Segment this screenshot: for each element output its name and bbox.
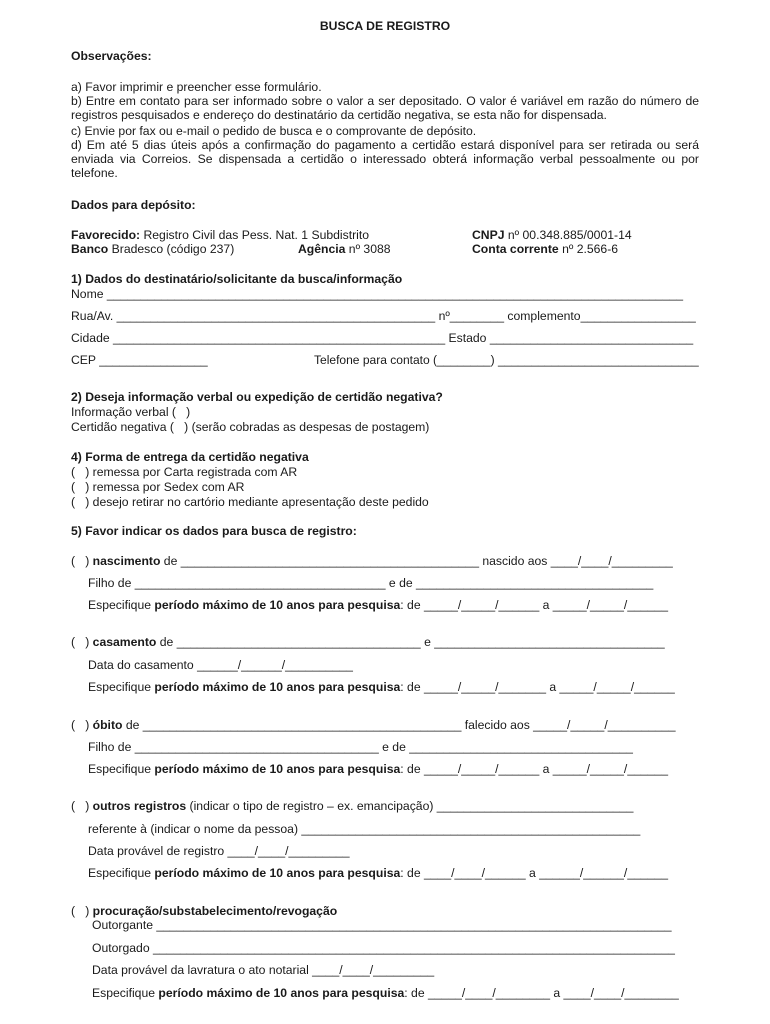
bank-value: Bradesco (código 237) — [108, 242, 235, 256]
period-dates[interactable]: : de _____/____/________ a ____/____/________ — [404, 986, 679, 1000]
outros-date-field[interactable]: Data provável de registro ____/____/_________ — [88, 844, 350, 858]
agency-value: nº 3088 — [345, 242, 391, 256]
account-line — [472, 242, 618, 256]
observation-d: d) Em até 5 dias úteis após a confirmação do pagamento a certidão estará disponível para ser retirada ou será enviada via Correios. Se dispensada a certidão o interessado obterá informação verbal pessoalmente ou por telefone. — [71, 138, 699, 180]
observation-b: b) Entre em contato para ser informado sobre o valor a ser depositado. O valor é variável em razão do número de registros pesquisados e endereço do destinatário da certidão negativa, se esta não for dispensada. — [71, 94, 699, 122]
period-text: período máximo de 10 anos para pesquisa — [154, 866, 401, 880]
section-5-heading: 5) Favor indicar os dados para busca de registro: — [71, 524, 357, 538]
rua-field[interactable]: Rua/Av. _______________________________________________ nº________ complemento_________________ — [71, 309, 696, 323]
period-dates[interactable]: : de _____/_____/_______ a _____/_____/______ — [400, 680, 675, 694]
verbal-info-option[interactable]: Informação verbal ( ) — [71, 405, 191, 419]
obito-period-line[interactable] — [88, 762, 668, 776]
cnpj-value: nº 00.348.885/0001-14 — [504, 228, 632, 242]
delivery-carta-option[interactable]: ( ) remessa por Carta registrada com AR — [71, 465, 298, 479]
outros-period-line[interactable] — [88, 866, 668, 880]
favorecido-line — [71, 228, 369, 242]
agency-line — [298, 242, 391, 256]
bank-line — [71, 242, 234, 256]
outorgado-field[interactable]: Outorgado _____________________________________________________________________________ — [92, 941, 675, 955]
nascimento-line[interactable] — [71, 554, 673, 568]
outorgante-field[interactable]: Outorgante ____________________________________________________________________________ — [92, 918, 672, 932]
account-label: Conta corrente — [472, 242, 559, 256]
bank-label: Banco — [71, 242, 109, 256]
negative-cert-option[interactable]: Certidão negativa ( ) (serão cobradas as despesas de postagem) — [71, 420, 430, 434]
nome-field[interactable]: Nome _____________________________________________________________________________________ — [71, 287, 684, 301]
obito-fields[interactable]: de _______________________________________________ falecido aos _____/_____/__________ — [122, 718, 676, 732]
casamento-label: casamento — [92, 635, 157, 649]
casamento-fields[interactable]: de ____________________________________ e __________________________________ — [156, 635, 665, 649]
nascimento-label: nascimento — [92, 554, 161, 568]
cep-field[interactable]: CEP ________________ — [71, 353, 208, 367]
casamento-checkbox[interactable]: ( ) — [71, 635, 93, 649]
period-text: período máximo de 10 anos para pesquisa — [154, 680, 401, 694]
page-title: BUSCA DE REGISTRO — [319, 19, 451, 33]
outros-referente-field[interactable]: referente à (indicar o nome da pessoa) __________________________________________________ — [88, 822, 641, 836]
outros-line[interactable] — [71, 799, 633, 813]
obito-checkbox[interactable]: ( ) — [71, 718, 93, 732]
outros-checkbox[interactable]: ( ) — [71, 799, 93, 813]
observations-heading: Observações: — [71, 49, 152, 63]
nascimento-period-line[interactable] — [88, 598, 668, 612]
obito-label: óbito — [92, 718, 123, 732]
period-text: período máximo de 10 anos para pesquisa — [154, 762, 401, 776]
nascimento-checkbox[interactable]: ( ) — [71, 554, 93, 568]
period-dates[interactable]: : de _____/_____/______ a _____/_____/______ — [400, 598, 668, 612]
section-2-heading: 2) Deseja informação verbal ou expedição de certidão negativa? — [71, 390, 443, 404]
outros-fields[interactable]: (indicar o tipo de registro – ex. emancipação) _____________________________ — [186, 799, 634, 813]
outros-label: outros registros — [92, 799, 187, 813]
specify-text: Especifique — [88, 762, 155, 776]
nascimento-filho-field[interactable]: Filho de _____________________________________ e de ___________________________________ — [88, 576, 654, 590]
favorecido-label: Favorecido: — [71, 228, 141, 242]
favorecido-value: Registro Civil das Pess. Nat. 1 Subdistrito — [140, 228, 370, 242]
observation-c: c) Envie por fax ou e-mail o pedido de busca e o comprovante de depósito. — [71, 124, 477, 138]
specify-text: Especifique — [92, 986, 159, 1000]
specify-text: Especifique — [88, 598, 155, 612]
obito-line[interactable] — [71, 718, 676, 732]
agency-label: Agência — [298, 242, 346, 256]
delivery-sedex-option[interactable]: ( ) remessa por Sedex com AR — [71, 480, 245, 494]
casamento-period-line[interactable] — [88, 680, 675, 694]
period-dates[interactable]: : de ____/____/______ a ______/______/______ — [400, 866, 668, 880]
cnpj-label: CNPJ — [472, 228, 505, 242]
section-4-heading: 4) Forma de entrega da certidão negativa — [71, 450, 309, 464]
specify-text: Especifique — [88, 866, 155, 880]
period-dates[interactable]: : de _____/_____/______ a _____/_____/______ — [400, 762, 668, 776]
procuracao-label: procuração/substabelecimento/revogação — [92, 904, 338, 918]
section-1-heading: 1) Dados do destinatário/solicitante da busca/informação — [71, 272, 403, 286]
nascimento-fields[interactable]: de ____________________________________________ nascido aos ____/____/_________ — [160, 554, 673, 568]
procuracao-line[interactable] — [71, 904, 337, 918]
cnpj-line — [472, 228, 632, 242]
period-text: período máximo de 10 anos para pesquisa — [158, 986, 405, 1000]
specify-text: Especifique — [88, 680, 155, 694]
cidade-field[interactable]: Cidade _________________________________________________ Estado ______________________________ — [71, 331, 694, 345]
delivery-pickup-option[interactable]: ( ) desejo retirar no cartório mediante apresentação deste pedido — [71, 495, 429, 509]
obito-filho-field[interactable]: Filho de ____________________________________ e de _________________________________ — [88, 740, 633, 754]
deposit-heading: Dados para depósito: — [71, 198, 196, 212]
procuracao-checkbox[interactable]: ( ) — [71, 904, 93, 918]
account-value: nº 2.566-6 — [558, 242, 619, 256]
observation-a: a) Favor imprimir e preencher esse formulário. — [71, 80, 322, 94]
procuracao-period-line[interactable] — [92, 986, 679, 1000]
period-text: período máximo de 10 anos para pesquisa — [154, 598, 401, 612]
procuracao-date-field[interactable]: Data provável da lavratura o ato notarial ____/____/_________ — [92, 963, 435, 977]
casamento-date-field[interactable]: Data do casamento ______/______/__________ — [88, 658, 353, 672]
casamento-line[interactable] — [71, 635, 665, 649]
telefone-field[interactable]: Telefone para contato (________) ______________________________ — [314, 353, 699, 367]
